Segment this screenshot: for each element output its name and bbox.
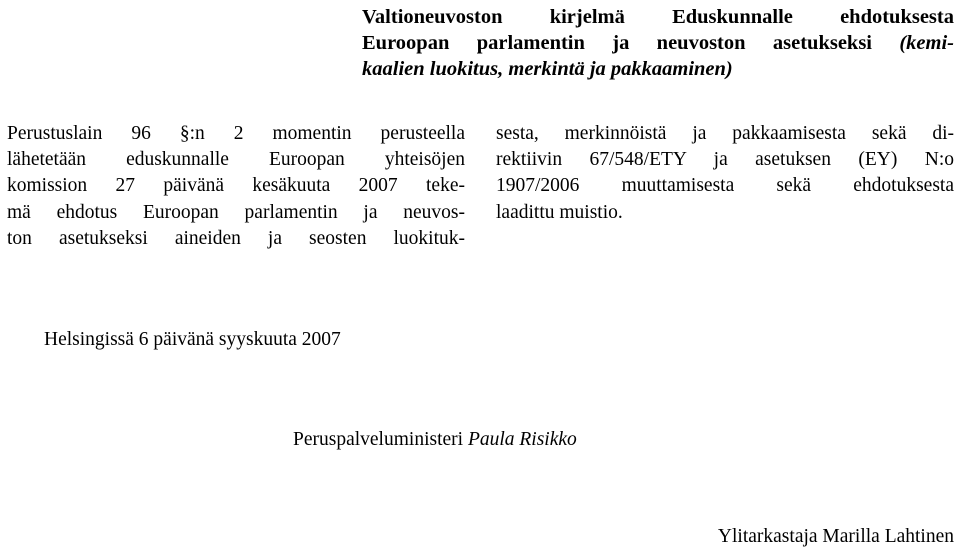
title-line-3 (362, 56, 954, 82)
body-line: komission 27 päivänä kesäkuuta 2007 teke- (7, 175, 465, 197)
minister-name: Paula Risikko (467, 429, 577, 450)
minister-title: Peruspalveluministeri (293, 429, 468, 450)
body-right-column (496, 121, 954, 226)
body-line: laadittu muistio. (496, 201, 623, 223)
title-line-2 (362, 30, 954, 56)
minister-signature (293, 427, 577, 453)
body-line: lähetetään eduskunnalle Euroopan yhteisöjen (7, 149, 465, 171)
body-line: Perustuslain 96 §:n 2 momentin perusteella (7, 123, 465, 144)
title-line-1: Valtioneuvoston kirjelmä Eduskunnalle ehdotuksesta (362, 6, 954, 28)
body-line: mä ehdotus Euroopan parlamentin ja neuvos- (7, 201, 465, 223)
document-title (362, 4, 954, 82)
body-line: rektiivin 67/548/ETY ja asetuksen (EY) N:o (496, 149, 954, 171)
body-line: sesta, merkinnöistä ja pakkaamisesta sekä di- (496, 123, 954, 144)
body-line: 1907/2006 muuttamisesta sekä ehdotuksesta (496, 175, 954, 197)
body-line: ton asetukseksi aineiden ja seosten luokituk- (7, 227, 465, 249)
place-and-date: Helsingissä 6 päivänä syyskuuta 2007 (44, 329, 341, 350)
title-line-2-italic: (kemi- (899, 32, 954, 54)
title-line-2-text: Euroopan parlamentin ja neuvoston asetukseksi (362, 32, 900, 54)
official-signature: Ylitarkastaja Marilla Lahtinen (717, 526, 954, 547)
title-line-3-italic: kaalien luokitus, merkintä ja pakkaaminen) (362, 58, 733, 80)
body-left-column (7, 121, 465, 252)
